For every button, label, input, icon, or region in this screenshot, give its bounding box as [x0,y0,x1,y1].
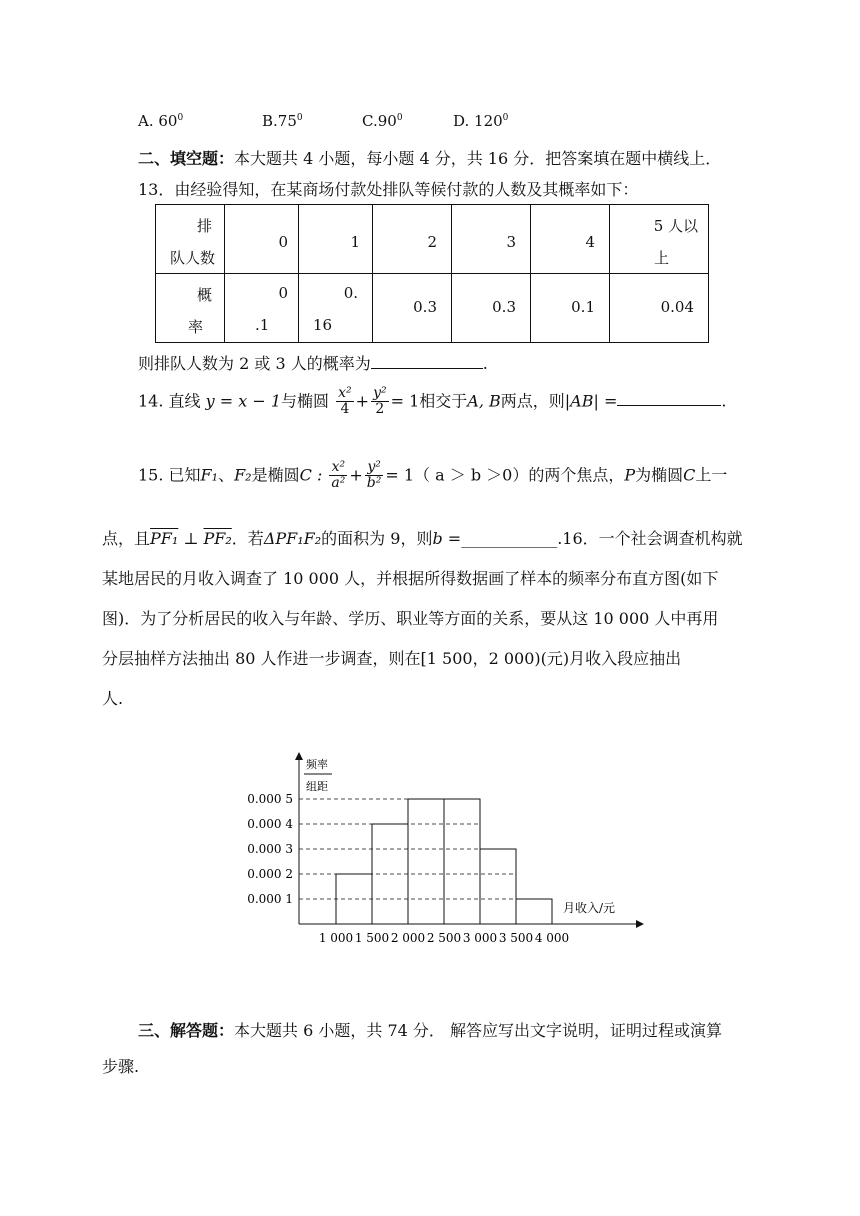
section3-line2: 步骤. [102,1057,140,1076]
x-tick-label: 2 000 [390,931,426,945]
bars [336,799,552,924]
table-header-cell: 排 [196,217,212,235]
y-tick-label: 0.000 5 [247,792,293,806]
x-tick-label: 1 000 [318,931,354,945]
y-axis-label-top: 频率 [306,758,328,771]
table-header-cell: 队人数 [170,249,216,267]
q15-line1: 15. 已知F₁、F₂是椭圆C : $\frac{\text{x²}}{\text{a²}}$ + $\frac{\text{y²}}{\text{b²}}$ = 1（ a ＞ b ＞0）的两个焦点，P为椭圆C上一 [138,459,728,492]
q15-line2: 点，且PF₁ ⊥ PF₂．若ΔPF₁F₂的面积为 9，则b =____________.16．一个社会调查机构就 [102,529,743,548]
y-tick-labels [247,792,293,906]
table-cell: 3 [506,233,516,251]
histogram-bar [480,849,516,924]
y-tick-label: 0.000 2 [247,867,293,881]
table-cell: 0.3 [413,298,437,316]
q16-line5: 分层抽样方法抽出 80 人作进一步调查，则在[1 500，2 000)(元)月收入段应抽出 [102,649,682,668]
y-axis-arrow [295,752,303,760]
x-axis-label: 月收入/元 [563,901,616,915]
x-tick-label: 1 500 [354,931,390,945]
table-cell: 0.1 [571,298,595,316]
histogram-bar [408,799,444,924]
frequency-histogram [236,750,656,960]
table-cell: 上 [654,249,670,267]
answer-blank[interactable] [371,354,483,369]
option-a: A. $60^0$ [138,112,184,130]
table-cell: 2 [427,233,437,251]
option-d: D. $120^0$ [453,112,509,130]
q13-question: 则排队人数为 2 或 3 人的概率为 . [138,354,488,373]
y-tick-label: 0.000 3 [247,842,293,856]
section2-heading: 二、填空题：本大题共 4 小题，每小题 4 分，共 16 分．把答案填在题中横线上． [138,149,722,168]
option-c: $C.90^0$ [362,112,403,130]
histogram-bar [444,799,480,924]
option-b: $B.75^0$ [262,112,303,130]
q16-line3: 某地居民的月收入调查了 10 000 人，并根据所得数据画了样本的频率分布直方图(如下 [102,569,719,588]
table-cell: 1 [350,233,360,251]
q16-line4: 图)．为了分析居民的收入与年龄、学历、职业等方面的关系，要从这 10 000 人中再用 [102,609,719,628]
histogram-bar [516,899,552,924]
table-cell: 0.04 [660,298,694,316]
x-tick-label: 4 000 [534,931,570,945]
x-axis-arrow [636,920,644,928]
table-row [156,274,709,343]
table-cell: 0 [278,233,288,251]
q16-line6: 人. [102,689,124,708]
table-cell: 0.3 [492,298,516,316]
table-header-cell: 概 [196,286,212,304]
x-tick-label: 2 500 [426,931,462,945]
table-row [156,205,709,274]
answer-blank[interactable] [617,391,721,406]
section3-heading: 三、解答题：本大题共 6 小题，共 74 分． 解答应写出文字说明，证明过程或演算 [138,1021,722,1040]
y-tick-label: 0.000 1 [247,892,293,906]
table-header-cell: 率 [188,318,204,336]
x-tick-label: 3 000 [462,931,498,945]
answer-blank[interactable]: ____________ [461,529,558,548]
y-axis-label-bottom: 组距 [306,780,328,793]
x-tick-labels [319,931,569,945]
table-cell: 0. [343,284,358,302]
y-tick-label: 0.000 4 [247,817,293,831]
table-cell: 5 人以 [653,217,698,235]
table-cell: .1 [255,316,270,334]
q13-table [155,204,709,343]
table-cell: 4 [585,233,595,251]
q14-line: 14. 直线 y = x − 1与椭圆 $\frac{\text{x²}}{4}$ + $\frac{\text{y²}}{2}$ = 1相交于A, B两点，则|AB| = . [138,385,727,418]
table-cell: 0 [278,284,288,302]
table-cell: 16 [313,316,333,334]
x-tick-label: 3 500 [498,931,534,945]
q13-stem: 13．由经验得知，在某商场付款处排队等候付款的人数及其概率如下： [138,180,639,199]
